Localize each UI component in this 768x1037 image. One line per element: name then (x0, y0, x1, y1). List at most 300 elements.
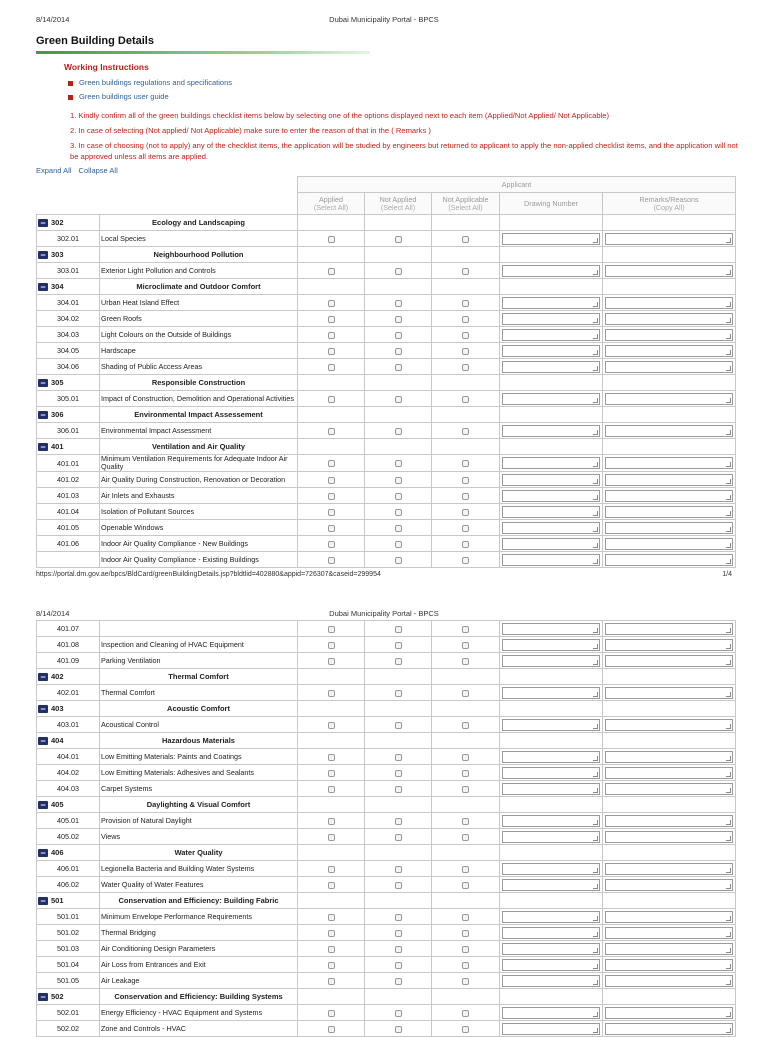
drawing-number-input[interactable] (502, 457, 600, 469)
not-applicable-radio[interactable] (462, 525, 469, 532)
group-code: 402 (51, 671, 64, 681)
applied-radio[interactable] (328, 268, 335, 275)
group-code: 405 (51, 799, 64, 809)
checklist-item-row (37, 861, 736, 877)
item-code: 404.02 (37, 765, 100, 781)
footer-url: https://portal.dm.gov.ae/bpcs/BldCard/greenBuildingDetails.jsp?bldtlid=402880&appid=726307&caseid=299954 (36, 571, 381, 578)
drawing-number-input[interactable] (502, 639, 600, 651)
remarks-copy-all-link[interactable]: (Copy All) (653, 202, 685, 212)
drawing-number-input[interactable] (502, 815, 600, 827)
not-applicable-radio[interactable] (462, 364, 469, 371)
not-applied-radio[interactable] (395, 962, 402, 969)
not-applied-radio[interactable] (395, 882, 402, 889)
item-code: 404.01 (37, 749, 100, 765)
group-code: 502 (51, 991, 64, 1001)
item-code: 501.04 (37, 957, 100, 973)
applied-radio[interactable] (328, 770, 335, 777)
applied-header: Applied (Select All) (298, 193, 365, 215)
remarks-input[interactable] (605, 490, 733, 502)
not-applied-radio[interactable] (395, 914, 402, 921)
group-name: Neighbourhood Pollution (100, 247, 298, 263)
not-applied-radio[interactable] (395, 541, 402, 548)
checklist-item-row (37, 877, 736, 893)
not-applied-radio[interactable] (395, 348, 402, 355)
item-code: 401.02 (37, 472, 100, 488)
drawing-number-input[interactable] (502, 329, 600, 341)
drawing-number-input[interactable] (502, 506, 600, 518)
applied-radio[interactable] (328, 930, 335, 937)
group-code: 404 (51, 735, 64, 745)
not-applicable-radio[interactable] (462, 882, 469, 889)
not-applied-radio[interactable] (395, 1010, 402, 1017)
group-name: Environmental Impact Assessement (100, 407, 298, 423)
applied-radio[interactable] (328, 493, 335, 500)
item-name: Inspection and Cleaning of HVAC Equipment (100, 637, 298, 653)
remarks-input[interactable] (605, 425, 733, 437)
applied-radio[interactable] (328, 786, 335, 793)
remarks-input[interactable] (605, 265, 733, 277)
not-applicable-radio[interactable] (462, 626, 469, 633)
collapse-icon[interactable]: − (38, 219, 48, 227)
group-name: Ventilation and Air Quality (100, 439, 298, 455)
drawing-number-input[interactable] (502, 554, 600, 566)
checklist-item-row (37, 504, 736, 520)
not-applied-radio[interactable] (395, 818, 402, 825)
drawing-number-input[interactable] (502, 927, 600, 939)
item-code: 404.03 (37, 781, 100, 797)
checklist-item-row (37, 973, 736, 989)
drawing-number-input[interactable] (502, 538, 600, 550)
not-applicable-radio[interactable] (462, 658, 469, 665)
applied-radio[interactable] (328, 1010, 335, 1017)
remarks-input[interactable] (605, 927, 733, 939)
item-code: 501.05 (37, 973, 100, 989)
not-applicable-radio[interactable] (462, 978, 469, 985)
not-applicable-radio[interactable] (462, 460, 469, 467)
remarks-input[interactable] (605, 719, 733, 731)
remarks-input[interactable] (605, 879, 733, 891)
item-code: 401.03 (37, 488, 100, 504)
drawing-number-input[interactable] (502, 959, 600, 971)
checklist-item-row (37, 941, 736, 957)
drawing-number-input[interactable] (502, 393, 600, 405)
not-applicable-radio[interactable] (462, 557, 469, 564)
not-applied-radio[interactable] (395, 642, 402, 649)
page-title: Green Building Details (36, 35, 154, 47)
not-applicable-radio[interactable] (462, 946, 469, 953)
drawing-number-input[interactable] (502, 345, 600, 357)
applied-radio[interactable] (328, 396, 335, 403)
not-applied-radio[interactable] (395, 332, 402, 339)
applied-radio[interactable] (328, 626, 335, 633)
applied-radio[interactable] (328, 914, 335, 921)
remarks-input[interactable] (605, 655, 733, 667)
remarks-input[interactable] (605, 863, 733, 875)
not-applied-radio[interactable] (395, 770, 402, 777)
expand-collapse-controls (36, 166, 123, 175)
group-name: Daylighting & Visual Comfort (100, 797, 298, 813)
remarks-input[interactable] (605, 538, 733, 550)
not-applied-radio[interactable] (395, 557, 402, 564)
checklist-item-row (37, 263, 736, 279)
not-applied-select-all-link[interactable]: (Select All) (380, 202, 416, 212)
not-applied-radio[interactable] (395, 509, 402, 516)
drawing-number-input[interactable] (502, 361, 600, 373)
collapse-icon[interactable]: − (38, 705, 48, 713)
applied-radio[interactable] (328, 834, 335, 841)
not-applicable-radio[interactable] (462, 477, 469, 484)
not-applicable-radio[interactable] (462, 541, 469, 548)
item-name: Minimum Ventilation Requirements for Adequate Indoor Air Quality (100, 455, 298, 472)
remarks-input[interactable] (605, 345, 733, 357)
group-name: Conservation and Efficiency: Building Systems (100, 989, 298, 1005)
item-name: Indoor Air Quality Compliance - New Buildings (100, 536, 298, 552)
not-applied-radio[interactable] (395, 978, 402, 985)
group-row (37, 797, 736, 813)
not-applicable-radio[interactable] (462, 300, 469, 307)
not-applicable-radio[interactable] (462, 1010, 469, 1017)
group-row (37, 439, 736, 455)
drawing-number-input[interactable] (502, 1023, 600, 1035)
not-applicable-select-all-link[interactable]: (Select All) (448, 202, 483, 212)
remarks-input[interactable] (605, 313, 733, 325)
collapse-icon[interactable]: − (38, 737, 48, 745)
not-applicable-radio[interactable] (462, 866, 469, 873)
collapse-icon[interactable]: − (38, 251, 48, 259)
not-applicable-radio[interactable] (462, 818, 469, 825)
applied-radio[interactable] (328, 316, 335, 323)
item-code: 401.09 (37, 653, 100, 669)
group-name: Ecology and Landscaping (100, 215, 298, 231)
applied-radio[interactable] (328, 962, 335, 969)
drawing-number-input[interactable] (502, 313, 600, 325)
remarks-input[interactable] (605, 959, 733, 971)
applied-radio[interactable] (328, 477, 335, 484)
not-applied-radio[interactable] (395, 834, 402, 841)
not-applied-radio[interactable] (395, 477, 402, 484)
remarks-input[interactable] (605, 393, 733, 405)
remarks-input[interactable] (605, 522, 733, 534)
not-applied-radio[interactable] (395, 930, 402, 937)
not-applied-radio[interactable] (395, 946, 402, 953)
item-code: 405.02 (37, 829, 100, 845)
not-applied-radio[interactable] (395, 1026, 402, 1033)
remarks-input[interactable] (605, 474, 733, 486)
group-row (37, 215, 736, 231)
group-code: 306 (51, 409, 64, 419)
not-applicable-radio[interactable] (462, 396, 469, 403)
checklist-item-row (37, 391, 736, 407)
collapse-icon[interactable]: − (38, 801, 48, 809)
not-applicable-radio[interactable] (462, 722, 469, 729)
applied-radio[interactable] (328, 364, 335, 371)
drawing-number-input[interactable] (502, 1007, 600, 1019)
not-applied-radio[interactable] (395, 316, 402, 323)
remarks-input[interactable] (605, 1007, 733, 1019)
drawing-number-input[interactable] (502, 911, 600, 923)
collapse-icon[interactable]: − (38, 673, 48, 681)
group-code: 403 (51, 703, 64, 713)
not-applied-radio[interactable] (395, 396, 402, 403)
item-code: 502.02 (37, 1021, 100, 1037)
drawing-number-input[interactable] (502, 879, 600, 891)
not-applied-radio[interactable] (395, 786, 402, 793)
column-header-row (37, 193, 736, 215)
item-name: Minimum Envelope Performance Requirements (100, 909, 298, 925)
not-applied-radio[interactable] (395, 300, 402, 307)
drawing-number-input[interactable] (502, 490, 600, 502)
drawing-number-header: Drawing Number (500, 193, 603, 215)
collapse-icon[interactable]: − (38, 993, 48, 1001)
print-date: 8/14/2014 (36, 15, 70, 24)
print-title: Dubai Municipality Portal - BPCS (329, 609, 439, 618)
checklist-item-row (37, 621, 736, 637)
not-applicable-radio[interactable] (462, 493, 469, 500)
bullet-icon (68, 95, 73, 100)
applied-radio[interactable] (328, 946, 335, 953)
remarks-input[interactable] (605, 687, 733, 699)
drawing-number-input[interactable] (502, 767, 600, 779)
applied-radio[interactable] (328, 541, 335, 548)
remarks-input[interactable] (605, 506, 733, 518)
not-applied-radio[interactable] (395, 493, 402, 500)
applied-radio[interactable] (328, 300, 335, 307)
applied-radio[interactable] (328, 866, 335, 873)
item-code: 303.01 (37, 263, 100, 279)
item-name: Air Loss from Entrances and Exit (100, 957, 298, 973)
collapse-icon[interactable]: − (38, 283, 48, 291)
expand-all-link[interactable]: Expand All (36, 166, 72, 175)
collapse-icon[interactable]: − (38, 443, 48, 451)
checklist-item-row (37, 455, 736, 472)
not-applied-radio[interactable] (395, 525, 402, 532)
remarks-input[interactable] (605, 623, 733, 635)
item-name: Light Colours on the Outside of Buildings (100, 327, 298, 343)
not-applied-radio[interactable] (395, 658, 402, 665)
checklist-table-page-1 (36, 176, 736, 568)
item-code (37, 552, 100, 568)
not-applicable-radio[interactable] (462, 348, 469, 355)
applied-radio[interactable] (328, 754, 335, 761)
not-applicable-radio[interactable] (462, 914, 469, 921)
applied-radio[interactable] (328, 978, 335, 985)
applied-radio[interactable] (328, 348, 335, 355)
remarks-input[interactable] (605, 361, 733, 373)
not-applicable-radio[interactable] (462, 268, 469, 275)
item-code: 401.01 (37, 455, 100, 472)
user-guide-link[interactable]: Green buildings user guide (64, 92, 744, 106)
applied-radio[interactable] (328, 525, 335, 532)
item-code: 305.01 (37, 391, 100, 407)
item-name: Water Quality of Water Features (100, 877, 298, 893)
item-name: Exterior Light Pollution and Controls (100, 263, 298, 279)
collapse-icon[interactable]: − (38, 897, 48, 905)
group-name: Acoustic Comfort (100, 701, 298, 717)
applied-radio[interactable] (328, 690, 335, 697)
drawing-number-input[interactable] (502, 863, 600, 875)
item-code: 405.01 (37, 813, 100, 829)
item-name: Energy Efficiency - HVAC Equipment and Systems (100, 1005, 298, 1021)
item-name (100, 621, 298, 637)
item-name: Green Roofs (100, 311, 298, 327)
checklist-item-row (37, 685, 736, 701)
not-applied-header: Not Applied (Select All) (365, 193, 432, 215)
checklist-item-row (37, 765, 736, 781)
applied-radio[interactable] (328, 1026, 335, 1033)
item-name: Indoor Air Quality Compliance - Existing Buildings (100, 552, 298, 568)
checklist-item-row (37, 717, 736, 733)
checklist-item-row (37, 781, 736, 797)
applicant-header-row (37, 177, 736, 193)
applied-radio[interactable] (328, 658, 335, 665)
group-code: 501 (51, 895, 64, 905)
not-applicable-radio[interactable] (462, 690, 469, 697)
checklist-item-row (37, 311, 736, 327)
print-date: 8/14/2014 (36, 609, 70, 618)
collapse-icon[interactable]: − (38, 849, 48, 857)
remarks-input[interactable] (605, 457, 733, 469)
collapse-icon[interactable]: − (38, 411, 48, 419)
not-applicable-radio[interactable] (462, 642, 469, 649)
applied-select-all-link[interactable]: (Select All) (313, 202, 349, 212)
not-applied-radio[interactable] (395, 626, 402, 633)
applied-radio[interactable] (328, 460, 335, 467)
collapse-icon[interactable]: − (38, 379, 48, 387)
item-code: 304.06 (37, 359, 100, 375)
not-applicable-radio[interactable] (462, 509, 469, 516)
remarks-input[interactable] (605, 975, 733, 987)
not-applied-radio[interactable] (395, 236, 402, 243)
item-name: Low Emitting Materials: Adhesives and Sealants (100, 765, 298, 781)
drawing-number-input[interactable] (502, 831, 600, 843)
remarks-input[interactable] (605, 767, 733, 779)
remarks-input[interactable] (605, 783, 733, 795)
drawing-number-input[interactable] (502, 425, 600, 437)
applied-radio[interactable] (328, 642, 335, 649)
print-footer (36, 571, 732, 578)
checklist-table-page-2 (36, 620, 736, 1037)
drawing-number-input[interactable] (502, 943, 600, 955)
footer-page-number: 1/4 (722, 571, 732, 578)
item-name: Views (100, 829, 298, 845)
item-name: Urban Heat Island Effect (100, 295, 298, 311)
drawing-number-input[interactable] (502, 975, 600, 987)
remarks-input[interactable] (605, 1023, 733, 1035)
item-name: Thermal Comfort (100, 685, 298, 701)
applied-radio[interactable] (328, 882, 335, 889)
group-code: 406 (51, 847, 64, 857)
item-name: Air Conditioning Design Parameters (100, 941, 298, 957)
drawing-number-input[interactable] (502, 687, 600, 699)
checklist-item-row (37, 909, 736, 925)
applicant-label: Applicant (298, 177, 736, 193)
remarks-input[interactable] (605, 554, 733, 566)
drawing-number-input[interactable] (502, 297, 600, 309)
checklist-item-row (37, 472, 736, 488)
not-applicable-radio[interactable] (462, 1026, 469, 1033)
not-applied-radio[interactable] (395, 268, 402, 275)
group-name: Microclimate and Outdoor Comfort (100, 279, 298, 295)
applied-radio[interactable] (328, 236, 335, 243)
item-name: Air Quality During Construction, Renovation or Decoration (100, 472, 298, 488)
item-code: 403.01 (37, 717, 100, 733)
group-name: Responsible Construction (100, 375, 298, 391)
regulations-link[interactable]: Green buildings regulations and specifications (64, 78, 744, 92)
not-applicable-radio[interactable] (462, 962, 469, 969)
remarks-input[interactable] (605, 815, 733, 827)
applied-radio[interactable] (328, 722, 335, 729)
item-code: 401.04 (37, 504, 100, 520)
item-code: 501.02 (37, 925, 100, 941)
remarks-input[interactable] (605, 911, 733, 923)
applied-radio[interactable] (328, 332, 335, 339)
checklist-item-row (37, 520, 736, 536)
not-applicable-radio[interactable] (462, 930, 469, 937)
applied-radio[interactable] (328, 509, 335, 516)
not-applicable-radio[interactable] (462, 834, 469, 841)
not-applicable-radio[interactable] (462, 428, 469, 435)
group-row (37, 893, 736, 909)
group-row (37, 247, 736, 263)
item-code: 401.07 (37, 621, 100, 637)
drawing-number-input[interactable] (502, 233, 600, 245)
checklist-item-row (37, 637, 736, 653)
applied-radio[interactable] (328, 557, 335, 564)
group-row (37, 845, 736, 861)
drawing-number-input[interactable] (502, 265, 600, 277)
not-applied-radio[interactable] (395, 866, 402, 873)
not-applied-radio[interactable] (395, 364, 402, 371)
not-applied-radio[interactable] (395, 754, 402, 761)
item-code: 502.01 (37, 1005, 100, 1021)
not-applicable-radio[interactable] (462, 236, 469, 243)
item-name: Openable Windows (100, 520, 298, 536)
group-code: 401 (51, 441, 64, 451)
drawing-number-input[interactable] (502, 655, 600, 667)
not-applied-radio[interactable] (395, 722, 402, 729)
remarks-input[interactable] (605, 297, 733, 309)
remarks-input[interactable] (605, 831, 733, 843)
not-applicable-radio[interactable] (462, 770, 469, 777)
not-applicable-radio[interactable] (462, 316, 469, 323)
drawing-number-input[interactable] (502, 751, 600, 763)
drawing-number-input[interactable] (502, 474, 600, 486)
item-code: 402.01 (37, 685, 100, 701)
group-row (37, 407, 736, 423)
item-name: Parking Ventilation (100, 653, 298, 669)
remarks-input[interactable] (605, 233, 733, 245)
applied-radio[interactable] (328, 428, 335, 435)
item-code: 304.02 (37, 311, 100, 327)
not-applied-radio[interactable] (395, 690, 402, 697)
not-applied-radio[interactable] (395, 460, 402, 467)
drawing-number-input[interactable] (502, 783, 600, 795)
drawing-number-input[interactable] (502, 623, 600, 635)
remarks-input[interactable] (605, 751, 733, 763)
collapse-all-link[interactable]: Collapse All (78, 166, 118, 175)
drawing-number-input[interactable] (502, 522, 600, 534)
not-applied-radio[interactable] (395, 428, 402, 435)
remarks-input[interactable] (605, 943, 733, 955)
remarks-input[interactable] (605, 639, 733, 651)
drawing-number-input[interactable] (502, 719, 600, 731)
not-applicable-radio[interactable] (462, 786, 469, 793)
item-code: 406.02 (37, 877, 100, 893)
remarks-input[interactable] (605, 329, 733, 341)
not-applicable-radio[interactable] (462, 332, 469, 339)
not-applicable-radio[interactable] (462, 754, 469, 761)
applied-radio[interactable] (328, 818, 335, 825)
